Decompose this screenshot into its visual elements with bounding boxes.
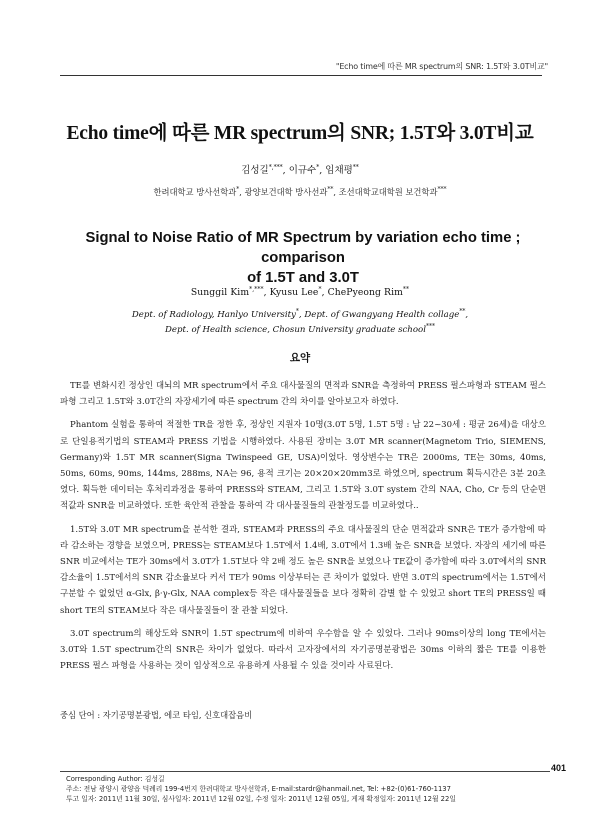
affiliations-english-line1: Dept. of Radiology, Hanlyo University*, Dept. of Gwangyang Health collage**, xyxy=(131,308,469,320)
affiliation-superscript: *** xyxy=(437,186,447,194)
author-superscript: * xyxy=(316,163,320,171)
author-name: 김성길 xyxy=(241,165,269,176)
affiliations-english-line2 xyxy=(0,323,600,338)
submission-dates: 투고 일자: 2011년 11월 30일, 심사일자: 2011년 12월 02일, 수정 일자: 2011년 12월 05일, 게재 확정일자: 2011년 12월 22일 xyxy=(66,795,456,803)
header-rule xyxy=(60,75,542,76)
affiliation: Dept. of Gwangyang Health collage xyxy=(304,310,460,320)
author-name: 임채평 xyxy=(325,165,353,176)
affiliation: Dept. of Radiology, Hanlyo University xyxy=(131,310,296,320)
affiliation-superscript: * xyxy=(236,186,240,194)
author-superscript: *,*** xyxy=(249,285,264,293)
author-superscript: ** xyxy=(352,163,359,171)
abstract-body xyxy=(60,378,546,681)
page-number: 401 xyxy=(550,763,566,773)
running-header: "Echo time에 따른 MR spectrum의 SNR: 1.5T와 3.0T비교" xyxy=(335,62,548,71)
affiliations-english xyxy=(0,308,600,338)
author-superscript: * xyxy=(318,285,322,293)
abstract-paragraph: 1.5T와 3.0T MR spectrum을 분석한 결과, STEAM과 PRESS의 주요 대사물질의 단순 면적값과 SNR은 TE가 증가함에 따라 감소하는 경향을 보였으며, PRESS는 STEAM보다 1.5T에서 1.4배, 3.0T에서 1.3배 높은 SNR을 보였다. 자장의 세기에 따른 SNR 비교에서는 TE가 30ms에서 3.0T가 1.5T보다 약 2배 정도 높은 SNR을 보였으나 TE값이 증가함에 따라 3.0T에서의 SNR 감소율이 1.5T에서의 SNR 감소율보다 커서 TE가 90ms 이상부터는 큰 차이가 없었다. 반면 3.0T의 spectrum에서는 1.5T에서 구분할 수 없었던 α-Glx, β·γ-Glx, NAA complex등 작은 대사물질들을 보다 정확히 감별 할 수 있었고 short TE의 PRESS일 때 short TE의 STEAM보다 작은 대사물질들이 잘 관찰 되었다. xyxy=(60,524,546,616)
title-english-line2: of 1.5T and 3.0T xyxy=(247,270,359,286)
affiliation: 조선대학교대학원 보건학과 xyxy=(338,187,438,197)
affiliation-superscript: *** xyxy=(425,323,435,331)
affiliation-superscript: ** xyxy=(327,186,334,194)
author-name: 이규수 xyxy=(288,165,317,176)
authors-korean: 김성길*,***, 이규수*, 임채평** xyxy=(241,163,359,176)
affiliation: 광양보건대학 방사선과 xyxy=(244,187,328,197)
footnote xyxy=(66,774,546,804)
author-superscript: *,*** xyxy=(268,163,283,171)
abstract-paragraph: 3.0T spectrum의 해상도와 SNR이 1.5T spectrum에 비하여 우수함을 알 수 있었다. 그러나 90ms이상의 long TE에서는 3.0T와 1.5T spectrum간의 SNR은 차이가 없었다. 따라서 고자장에서의 자기공명분광법은 30ms 이하의 짧은 TE를 이용한 PRESS 펄스 파형을 사용하는 것이 임상적으로 유용하게 사용될 수 있을 것이라 사료된다. xyxy=(60,628,546,672)
affiliations-korean: 한려대학교 방사선학과*, 광양보건대학 방사선과**, 조선대학교대학원 보건학과*** xyxy=(153,186,447,197)
affiliation: Dept. of Health science, Chosun University graduate school xyxy=(165,325,426,335)
corresponding-author: Corresponding Author: 김성길 xyxy=(66,775,165,783)
authors-english: Sunggil Kim*,***, Kyusu Lee*, ChePyeong Rim** xyxy=(190,285,410,298)
author-address: 주소: 전남 광양시 광양읍 덕례리 199-4번지 한려대학교 방사선학과, E-mail:stardr@hanmail.net, Tel: +82-(0)61-760-1137 xyxy=(66,785,451,793)
author-name: Kyusu Lee xyxy=(269,287,319,298)
author-superscript: ** xyxy=(402,285,410,293)
footer-rule xyxy=(60,771,550,772)
title-english xyxy=(56,228,550,288)
abstract-paragraph: TE를 변화시킨 정상인 대뇌의 MR spectrum에서 주요 대사물질의 면적과 SNR을 측정하여 PRESS 펄스파형과 STEAM 펄스파형 그리고 1.5T와 3.0T간의 자장세기에 따른 spectrum 간의 차이를 알아보고자 하였다. xyxy=(60,381,546,408)
affiliation: 한려대학교 방사선학과 xyxy=(153,187,237,197)
author-name: Sunggil Kim xyxy=(190,287,250,298)
affiliation-superscript: * xyxy=(295,308,299,316)
author-name: ChePyeong Rim xyxy=(327,287,403,298)
keywords: 중심 단어 : 자기공명분광법, 에코 타임, 신호대잡음비 xyxy=(60,710,253,720)
title-korean: Echo time에 따른 MR spectrum의 SNR; 1.5T와 3.0T비교 xyxy=(66,123,534,144)
affiliation-superscript: ** xyxy=(459,308,466,316)
abstract-paragraph: Phantom 실험을 통하여 적절한 TR을 정한 후, 정상인 지원자 10명(3.0T 5명, 1.5T 5명 : 남 22~30세 : 평균 26세)을 대상으로 단일용적기법의 STEAM과 PRESS 기법을 시행하였다. 사용된 장비는 3.0T MR scanner(Magnetom Trio, SIEMENS, Germany)와 1.5T MR scanner(Signa Twinspeed GE, USA)이었다. 영상변수는 TR은 2000ms, TE는 30ms, 40ms, 50ms, 60ms, 90ms, 144ms, 288ms, NA는 96, 용적 크기는 20×20×20mm3로 하였으며, spectrum 획득시간은 3분 20초였다. 획득한 데이터는 후처리과정을 통하여 PRESS와 STEAM, 그리고 1.5T와 3.0T system 간의 NAA, Cho, Cr 등의 단순면적값과 SNR을 비교하였다. 또한 육안적 관찰을 통하여 각 대사물질들의 관찰정도를 비교하였다.. xyxy=(60,420,546,512)
abstract-heading: 요약 xyxy=(289,352,311,364)
title-english-line1: Signal to Noise Ratio of MR Spectrum by variation echo time ; comparison xyxy=(85,230,521,266)
